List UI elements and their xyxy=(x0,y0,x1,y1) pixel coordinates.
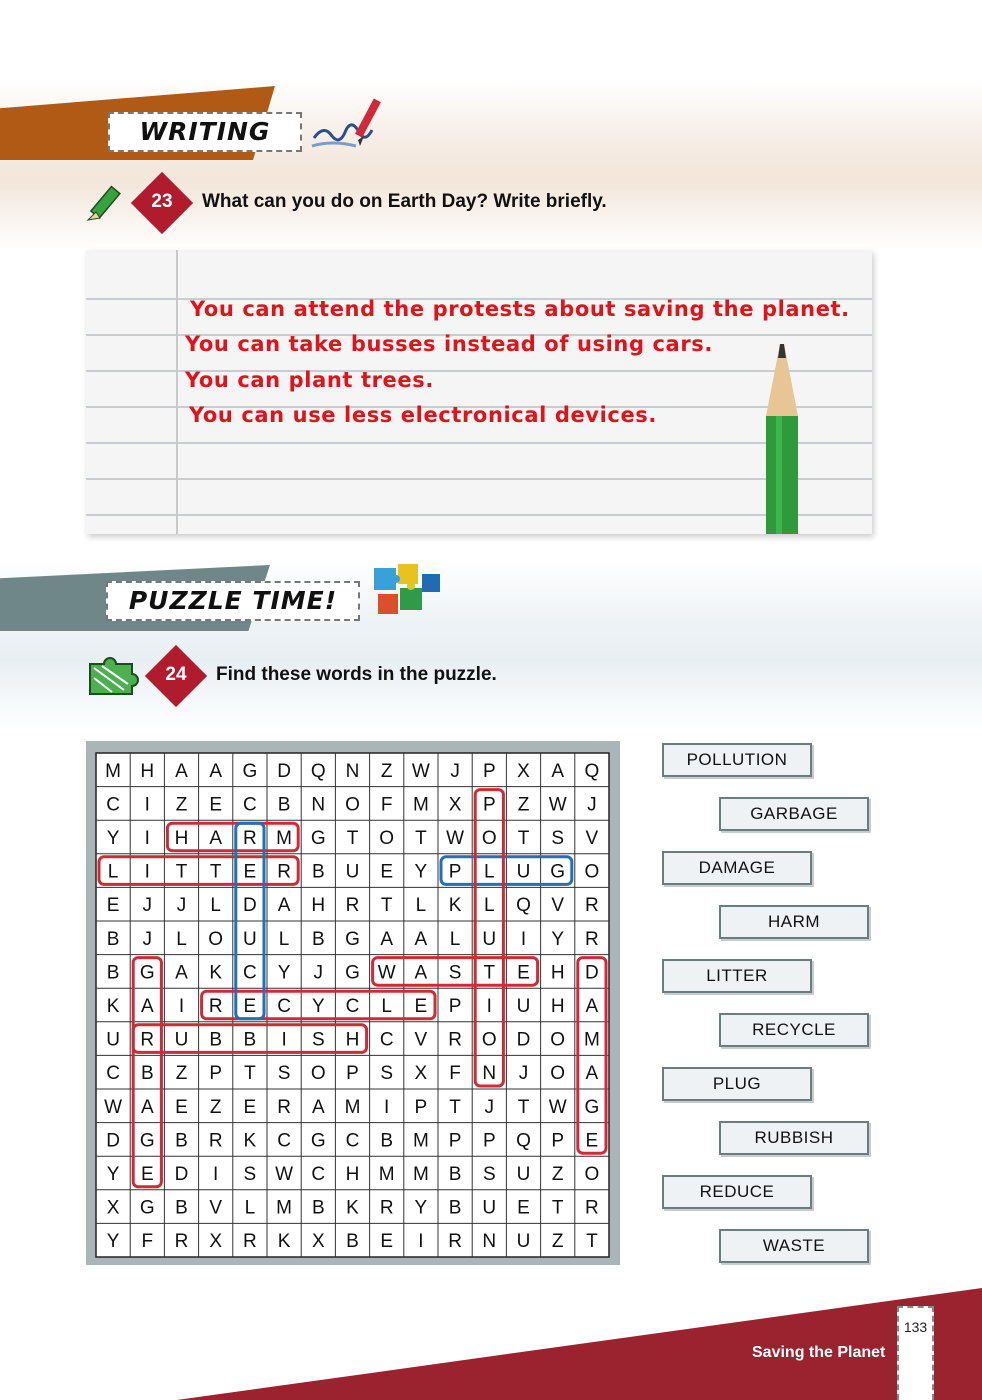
grid-letter: J xyxy=(587,794,597,816)
grid-letter: W xyxy=(104,1096,123,1118)
grid-letter: A xyxy=(175,760,188,782)
grid-letter: M xyxy=(412,794,429,816)
grid-letter: H xyxy=(345,1029,360,1051)
grid-letter: R xyxy=(208,1130,223,1152)
grid-letter: O xyxy=(379,828,395,849)
grid-letter: B xyxy=(311,1197,325,1219)
grid-letter: U xyxy=(482,928,497,950)
grid-letter: E xyxy=(380,1231,394,1253)
grid-letter: B xyxy=(243,1029,257,1051)
grid-letter: T xyxy=(415,828,427,849)
grid-letter: H xyxy=(140,760,155,782)
grid-letter: A xyxy=(209,760,223,782)
grid-letter: J xyxy=(142,895,153,917)
grid-letter: N xyxy=(345,760,360,782)
grid-letter: R xyxy=(448,1029,462,1051)
grid-letter: P xyxy=(551,1130,565,1152)
grid-letter: M xyxy=(276,828,293,849)
grid-letter: Y xyxy=(311,996,325,1017)
grid-letter: X xyxy=(311,1231,325,1253)
grid-letter: C xyxy=(243,794,257,816)
grid-letter: Y xyxy=(414,861,428,883)
grid-letter: E xyxy=(106,895,120,917)
grid-letter: L xyxy=(449,928,461,950)
word-box-rubbish: RUBBISH xyxy=(719,1121,869,1155)
grid-letter: F xyxy=(380,794,393,816)
answer-line-4: You can use less electronical devices. xyxy=(189,403,657,427)
grid-letter: A xyxy=(175,962,188,984)
grid-letter: H xyxy=(174,828,189,849)
grid-letter: J xyxy=(313,962,324,984)
grid-letter: L xyxy=(107,861,119,883)
grid-letter: Y xyxy=(106,1164,120,1185)
grid-letter: R xyxy=(174,1231,189,1253)
grid-letter: K xyxy=(448,895,462,917)
grid-letter: Z xyxy=(380,760,393,782)
grid-letter: F xyxy=(449,1063,461,1085)
grid-letter: S xyxy=(551,828,565,849)
grid-letter: P xyxy=(482,760,496,782)
grid-letter: T xyxy=(346,828,359,849)
grid-letter: W xyxy=(446,828,465,849)
grid-letter: Z xyxy=(209,1096,222,1118)
grid-letter: R xyxy=(585,895,599,917)
grid-letter: C xyxy=(379,1029,394,1051)
grid-letter: L xyxy=(176,928,187,950)
grid-letter: G xyxy=(345,962,360,984)
grid-letter: V xyxy=(551,895,565,917)
grid-letter: N xyxy=(311,794,326,816)
grid-letter: Z xyxy=(551,1164,564,1185)
grid-letter: E xyxy=(140,1164,154,1185)
grid-letter: Q xyxy=(516,895,531,917)
grid-letter: U xyxy=(345,861,360,883)
grid-letter: W xyxy=(275,1164,294,1185)
grid-letter: O xyxy=(345,794,360,816)
grid-letter: Y xyxy=(106,1231,120,1253)
grid-letter: I xyxy=(384,1096,390,1118)
unit-title: Saving the Planet xyxy=(752,1344,886,1361)
answer-line-2: You can take busses instead of using cars. xyxy=(185,332,713,356)
grid-letter: M xyxy=(378,1164,395,1185)
grid-letter: O xyxy=(550,1029,566,1051)
grid-letter: X xyxy=(517,760,530,782)
grid-letter: W xyxy=(411,760,430,782)
grid-letter: T xyxy=(551,1197,564,1219)
grid-letter: E xyxy=(209,794,223,816)
grid-letter: Q xyxy=(584,760,600,782)
grid-letter: B xyxy=(448,1164,462,1185)
lined-paper xyxy=(86,250,872,534)
grid-letter: T xyxy=(449,1096,461,1118)
paper-margin-line xyxy=(176,250,178,534)
grid-letter: V xyxy=(414,1029,428,1051)
grid-letter: K xyxy=(106,996,120,1017)
grid-letter: E xyxy=(585,1130,599,1152)
grid-letter: S xyxy=(277,1063,291,1085)
grid-letter: Y xyxy=(106,828,120,849)
grid-letter: B xyxy=(106,928,120,950)
grid-letter: T xyxy=(586,1231,598,1253)
word-search-grid xyxy=(86,741,620,1265)
grid-letter: B xyxy=(380,1130,394,1152)
grid-letter: Z xyxy=(517,794,530,816)
word-box-reduce: REDUCE xyxy=(662,1175,812,1209)
grid-letter: K xyxy=(277,1231,291,1253)
exercise-23-number: 23 xyxy=(151,191,173,212)
grid-letter: A xyxy=(140,1096,154,1118)
grid-letter: D xyxy=(174,1164,189,1185)
grid-letter: I xyxy=(418,1231,424,1253)
word-box-plug: PLUG xyxy=(662,1067,812,1101)
puzzle-heading: PUZZLE TIME! xyxy=(106,581,360,621)
grid-letter: C xyxy=(345,996,360,1017)
grid-letter: A xyxy=(311,1096,325,1118)
grid-letter: I xyxy=(144,861,150,883)
grid-letter: R xyxy=(208,996,223,1017)
grid-letter: E xyxy=(414,996,428,1017)
grid-letter: M xyxy=(105,760,122,782)
grid-letter: K xyxy=(346,1197,359,1219)
grid-letter: D xyxy=(243,895,257,917)
grid-letter: T xyxy=(517,828,530,849)
grid-letter: R xyxy=(140,1029,155,1051)
word-box-garbage: GARBAGE xyxy=(719,797,869,831)
grid-letter: L xyxy=(415,895,427,917)
grid-letter: M xyxy=(276,1197,293,1219)
grid-letter: X xyxy=(414,1063,428,1085)
grid-letter: P xyxy=(346,1063,359,1085)
grid-letter: I xyxy=(486,996,492,1017)
grid-letter: L xyxy=(484,861,495,883)
grid-letter: R xyxy=(277,1096,291,1118)
word-box-harm: HARM xyxy=(719,905,869,939)
jigsaw-pieces-icon xyxy=(370,562,446,622)
grid-letter: B xyxy=(106,962,120,984)
grid-letter: U xyxy=(174,1029,189,1051)
grid-letter: Z xyxy=(551,1231,564,1253)
grid-letter: E xyxy=(517,1197,530,1219)
grid-letter: E xyxy=(380,861,394,883)
grid-letter: G xyxy=(310,1130,326,1152)
grid-letter: W xyxy=(548,794,567,816)
grid-letter: N xyxy=(482,1063,497,1085)
grid-letter: T xyxy=(517,1096,530,1118)
grid-letter: M xyxy=(412,1130,429,1152)
page-number: 133 xyxy=(897,1306,934,1400)
grid-letter: E xyxy=(243,1096,257,1118)
writing-instruction: What can you do on Earth Day? Write briefly. xyxy=(202,191,607,212)
grid-letter: D xyxy=(277,760,291,782)
grid-letter: G xyxy=(139,1197,155,1219)
grid-letter: U xyxy=(516,1164,531,1185)
pen-scribble-icon xyxy=(306,90,388,156)
puzzle-instruction: Find these words in the puzzle. xyxy=(216,664,497,685)
grid-letter: U xyxy=(243,928,257,950)
grid-letter: U xyxy=(516,861,531,883)
grid-letter: T xyxy=(483,962,496,984)
grid-letter: J xyxy=(484,1096,495,1118)
grid-letter: I xyxy=(520,928,527,950)
grid-letter: B xyxy=(140,1063,154,1085)
grid-letter: C xyxy=(106,1063,120,1085)
grid-letter: O xyxy=(310,1063,326,1085)
grid-letter: R xyxy=(448,1231,462,1253)
grid-letter: H xyxy=(311,895,326,917)
grid-letter: J xyxy=(450,760,460,782)
grid-letter: A xyxy=(380,928,394,950)
grid-letter: K xyxy=(209,962,223,984)
grid-letter: B xyxy=(448,1197,462,1219)
grid-letter: D xyxy=(585,962,599,984)
grid-letter: P xyxy=(209,1063,223,1085)
grid-letter: B xyxy=(311,861,325,883)
grid-letter: C xyxy=(277,996,291,1017)
grid-letter: Y xyxy=(551,928,565,950)
grid-letter: V xyxy=(585,828,599,849)
word-box-waste: WASTE xyxy=(719,1229,869,1263)
grid-letter: L xyxy=(210,895,221,917)
grid-letter: F xyxy=(141,1231,154,1253)
grid-letter: H xyxy=(550,962,565,984)
grid-letter: Q xyxy=(310,760,326,782)
grid-letter: M xyxy=(412,1164,429,1185)
grid-letter: H xyxy=(345,1164,360,1185)
grid-letter: I xyxy=(213,1164,219,1185)
grid-letter: R xyxy=(277,861,291,883)
grid-letter: U xyxy=(482,1197,497,1219)
grid-letter: S xyxy=(380,1063,394,1085)
grid-letter: R xyxy=(585,928,599,950)
grid-letter: I xyxy=(144,794,150,816)
grid-letter: C xyxy=(311,1164,326,1185)
grid-letter: G xyxy=(139,1130,155,1152)
grid-letter: L xyxy=(278,928,290,950)
grid-letter: O xyxy=(584,861,600,883)
grid-letter: L xyxy=(484,895,495,917)
grid-letter: J xyxy=(142,928,153,950)
grid-letter: Q xyxy=(516,1130,531,1152)
grid-letter: T xyxy=(380,895,393,917)
grid-letter: O xyxy=(481,1029,497,1051)
grid-letter: G xyxy=(242,760,258,782)
grid-letter: V xyxy=(209,1197,223,1219)
grid-letter: A xyxy=(140,996,154,1017)
grid-letter: S xyxy=(448,962,462,984)
grid-letter: R xyxy=(243,1231,257,1253)
grid-letter: M xyxy=(583,1029,600,1051)
grid-letter: Y xyxy=(414,1197,428,1219)
green-pencil-icon xyxy=(762,344,802,534)
grid-letter: Z xyxy=(175,794,188,816)
grid-letter: G xyxy=(584,1096,600,1118)
grid-letter: O xyxy=(208,928,224,950)
grid-letter: Z xyxy=(175,1063,188,1085)
grid-letter: E xyxy=(243,861,257,883)
grid-letter: B xyxy=(175,1197,188,1219)
grid-letter: U xyxy=(516,1231,531,1253)
grid-letter: L xyxy=(381,996,392,1017)
grid-letter: R xyxy=(379,1197,394,1219)
grid-letter: G xyxy=(139,962,155,984)
grid-letter: T xyxy=(175,861,188,883)
word-box-litter: LITTER xyxy=(662,959,812,993)
grid-letter: A xyxy=(209,828,223,849)
grid-letter: W xyxy=(548,1096,567,1118)
word-box-recycle: RECYCLE xyxy=(719,1013,869,1047)
grid-letter: R xyxy=(585,1197,599,1219)
grid-letter: G xyxy=(310,828,326,849)
grid-letter: D xyxy=(516,1029,531,1051)
grid-letter: K xyxy=(243,1130,257,1152)
grid-letter: B xyxy=(311,928,325,950)
grid-letter: L xyxy=(244,1197,256,1219)
grid-letter: T xyxy=(244,1063,256,1085)
grid-letter: I xyxy=(281,1029,287,1051)
grid-letter: T xyxy=(209,861,222,883)
grid-letter: W xyxy=(377,962,396,984)
grid-letter: D xyxy=(106,1130,120,1152)
grid-letter: P xyxy=(482,794,496,816)
word-box-damage: DAMAGE xyxy=(662,851,812,885)
grid-letter: S xyxy=(243,1164,257,1185)
word-box-pollution: POLLUTION xyxy=(662,743,812,777)
grid-letter: H xyxy=(550,996,565,1017)
grid-letter: B xyxy=(346,1231,359,1253)
answer-line-1: You can attend the protests about saving the planet. xyxy=(190,297,850,321)
grid-letter: C xyxy=(345,1130,360,1152)
grid-letter: C xyxy=(243,962,257,984)
grid-letter: A xyxy=(585,996,599,1017)
grid-letter: P xyxy=(448,861,462,883)
grid-letter: A xyxy=(414,962,428,984)
grid-letter: O xyxy=(550,1063,566,1085)
grid-letter: A xyxy=(551,760,565,782)
grid-letter: N xyxy=(482,1231,497,1253)
grid-letter: X xyxy=(448,794,462,816)
word-search-frame xyxy=(86,741,620,1265)
exercise-24-number: 24 xyxy=(165,664,187,685)
grid-letter: E xyxy=(517,962,530,984)
grid-letter: X xyxy=(106,1197,120,1219)
grid-letter: C xyxy=(277,1130,291,1152)
grid-letter: P xyxy=(448,996,462,1017)
grid-letter: U xyxy=(516,996,531,1017)
grid-letter: B xyxy=(209,1029,223,1051)
grid-letter: A xyxy=(414,928,428,950)
grid-letter: C xyxy=(106,794,120,816)
grid-letter: R xyxy=(243,828,257,849)
grid-letter: E xyxy=(175,1096,188,1118)
grid-letter: P xyxy=(482,1130,496,1152)
grid-letter: P xyxy=(448,1130,462,1152)
grid-letter: G xyxy=(550,861,566,883)
grid-letter: P xyxy=(414,1096,428,1118)
grid-letter: J xyxy=(518,1063,529,1085)
grid-letter: G xyxy=(345,928,360,950)
grid-letter: S xyxy=(311,1029,325,1051)
grid-letter: U xyxy=(106,1029,120,1051)
grid-letter: R xyxy=(345,895,360,917)
grid-letter: B xyxy=(175,1130,188,1152)
grid-letter: E xyxy=(243,996,257,1017)
grid-letter: S xyxy=(482,1164,496,1185)
grid-letter: I xyxy=(144,828,150,849)
grid-letter: J xyxy=(176,895,187,917)
answer-line-3: You can plant trees. xyxy=(185,368,434,392)
grid-letter: B xyxy=(277,794,291,816)
grid-letter: X xyxy=(209,1231,223,1253)
grid-letter: A xyxy=(585,1063,599,1085)
grid-letter: I xyxy=(178,996,185,1017)
writing-heading: WRITING xyxy=(108,112,302,152)
grid-letter: O xyxy=(584,1164,600,1185)
grid-letter: M xyxy=(344,1096,361,1118)
grid-letter: A xyxy=(277,895,291,917)
pencil-icon xyxy=(84,184,126,226)
grid-letter: O xyxy=(481,828,497,849)
grid-letter: Y xyxy=(277,962,291,984)
puzzle-piece-icon xyxy=(84,654,142,696)
